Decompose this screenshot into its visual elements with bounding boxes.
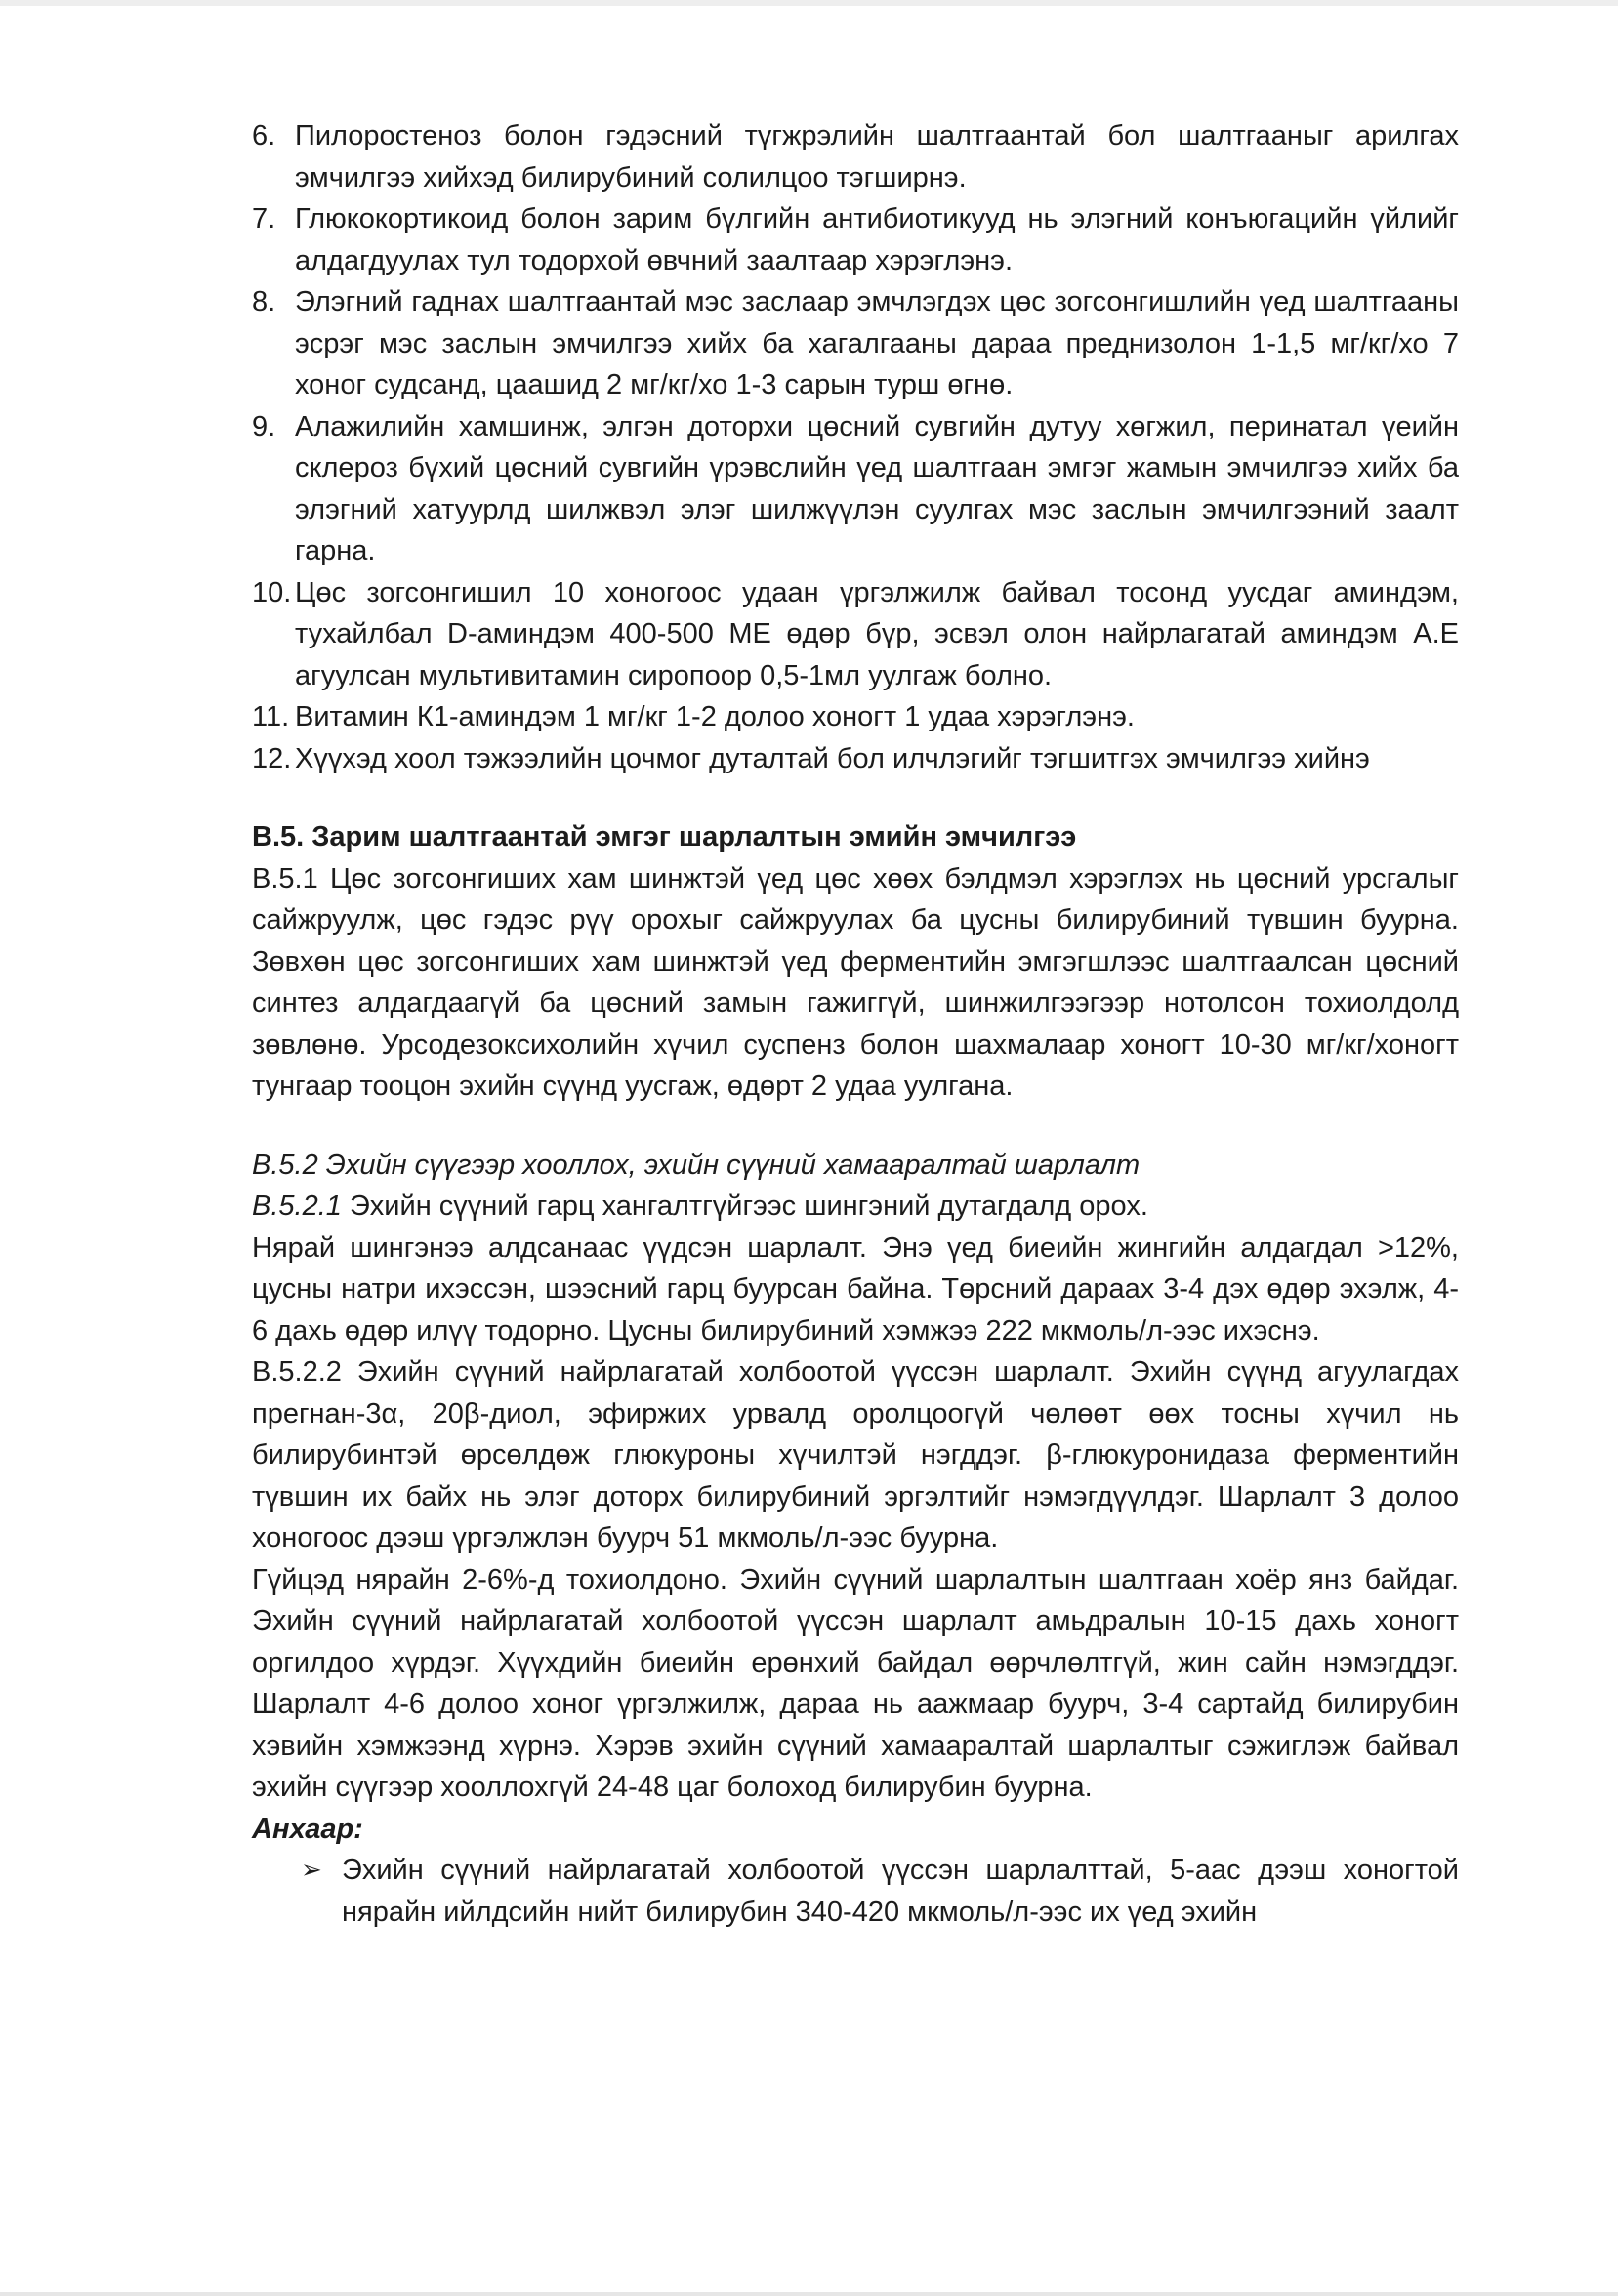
list-item (252, 115, 1459, 198)
list-item-number: 8. (252, 286, 276, 317)
list-item-text: Элэгний гаднах шалтгаантай мэс заслаар эмчлэгдэх цөс зогсонгишлийн үед шалтгааны эсрэг мэс заслын эмчилгээ хийх ба хагалгааны дараа преднизолон 1-1,5 мг/кг/хо 7 хоног судсанд, цаашид 2 мг/кг/хо 1-3 сарын турш өгнө. (295, 286, 1459, 400)
subsection-number: В.5.2.1 (252, 1190, 342, 1222)
list-item-number: 12. (252, 742, 292, 774)
notice-bullet (301, 1850, 1459, 1933)
paragraph-dehydration: Нярай шингэнээ алдсанаас үүдсэн шарлалт. Энэ үед биеийн жингийн алдагдал >12%, цусны натри ихэссэн, шээсний гарц буурсан байна. Төрсний дараах 3-4 дэх өдөр эхэлж, 4-6 дахь өдөр илүү тодорно. Цусны билирубиний хэмжээ 222 мкмоль/л-ээс ихэснэ. (252, 1231, 1459, 1347)
list-item-text: Глюкокортикоид болон зарим бүлгийн антибиотикууд нь элэгний конъюгацийн үйлийг алдагдуулах тул тодорхой өвчний заалтаар хэрэглэнэ. (295, 203, 1459, 276)
list-item-number: 10. (252, 576, 292, 608)
list-item (252, 738, 1459, 780)
list-item-number: 11. (252, 701, 290, 732)
list-item (252, 572, 1459, 697)
notice-bullet-text: Эхийн сүүний найрлагатай холбоотой үүссэн шарлалттай, 5-аас дээш хоногтой нярайн ийлдсийн нийт билирубин 340-420 мкмоль/л-ээс их үед эхийн (342, 1855, 1459, 1928)
list-item-number: 9. (252, 410, 276, 442)
list-item (252, 696, 1459, 738)
scan-edge-top (0, 0, 1618, 6)
list-item-number: 6. (252, 120, 276, 151)
notice-label: Анхаар: (252, 1813, 363, 1845)
subsection-title: Эхийн сүүний гарц хангалтгүйгээс шингэний дутагдалд орох. (341, 1190, 1148, 1222)
subsection-b5-2-1 (252, 1186, 1459, 1228)
list-item (252, 406, 1459, 572)
paragraph-b5-2-2: В.5.2.2 Эхийн сүүний найрлагатай холбоотой үүссэн шарлалт. Эхийн сүүнд агуулагдах прегнан-3α, 20β-диол, эфиржих урвалд оролцоогүй чөлөөт өөх тосны хүчил нь билирубинтэй өрсөлдөж глюкуроны хүчилтэй нэгддэг. β-глюкуронидаза ферментийн түвшин их байх нь элэг доторх билирубиний эргэлтийг нэмэгдүүлдэг. Шарлалт 3 долоо хоногоос дээш үргэлжлэн буурч 51 мкмоль/л-ээс буурна. (252, 1357, 1459, 1554)
list-item-text: Алажилийн хамшинж, элгэн доторхи цөсний сувгийн дутуу хөгжил, перинатал үеийн склероз бүхий цөсний сувгийн үрэвслийн үед шалтгаан эмгэг жамын эмчилгээ хийх ба элэгний хатуурлд шилжвэл элэг шилжүүлэн суулгах мэс заслын эмчилгээний заалт гарна. (295, 410, 1459, 566)
paragraph-incidence: Гүйцэд нярайн 2-6%-д тохиолдоно. Эхийн сүүний шарлалтын шалтгаан хоёр янз байдаг. Эхийн сүүний найрлагатай холбоотой үүссэн шарлалт амьдралын 10-15 дахь хоногт оргилдоо хүрдэг. Хүүхдийн биеийн ерөнхий байдал өөрчлөлтгүй, жин сайн нэмэгддэг. Шарлалт 4-6 долоо хоног үргэлжилж, дараа нь аажмаар буурч, 3-4 сартайд билирубин хэвийн хэмжээнд хүрнэ. Хэрэв эхийн сүүний хамааралтай шарлалтыг сэжиглэж байвал эхийн сүүгээр хооллохгүй 24-48 цаг болоход билирубин буурна. (252, 1564, 1459, 1803)
list-item (252, 198, 1459, 281)
list-item (252, 281, 1459, 406)
scan-edge-bottom (0, 2292, 1618, 2296)
list-item-text: Хүүхэд хоол тэжээлийн цочмог дуталтай бол илчлэгийг тэгшитгэх эмчилгээ хийнэ (295, 742, 1370, 774)
treatment-list (252, 115, 1459, 779)
paragraph-b5-1: В.5.1 Цөс зогсонгиших хам шинжтэй үед цөс хөөх бэлдмэл хэрэглэх нь цөсний урсгалыг сайжруулж, цөс гэдэс рүү орохыг сайжруулах ба цусны билирубиний түвшин буурна. Зөвхөн цөс зогсонгиших хам шинжтэй үед ферментийн эмгэгшлээс шалтгаалсан цөсний синтез алдагдаагүй ба цөсний замын гажиггүй, шинжилгээгээр нотолсон тохиолдолд зөвлөнө. Урсодезоксихолийн хүчил суспенз болон шахмалаар хоногт 10-30 мг/кг/хоногт тунгаар тооцон эхийн сүүнд уусгаж, өдөрт 2 удаа уулгана. (252, 862, 1459, 1102)
list-item-text: Пилоростеноз болон гэдэсний түгжрэлийн шалтгаантай бол шалтгааныг арилгах эмчилгээ хийхэд билирубиний солилцоо тэгширнэ. (295, 120, 1459, 193)
subsection-heading-b5-2: В.5.2 Эхийн сүүгээр хооллох, эхийн сүүний хамааралтай шарлалт (252, 1148, 1141, 1181)
page-content (252, 115, 1459, 1933)
list-item-text: Цөс зогсонгишил 10 хоногоос удаан үргэлжилж байвал тосонд уусдаг аминдэм, тухайлбал D-аминдэм 400-500 МЕ өдөр бүр, эсвэл олон найрлагатай аминдэм А.Е агуулсан мультивитамин сиропоор 0,5-1мл уулгаж болно. (295, 576, 1459, 691)
section-heading-b5: В.5. Зарим шалтгаантай эмгэг шарлалтын эмийн эмчилгээ (252, 821, 1077, 853)
arrow-bullet-icon: ➢ (301, 1856, 322, 1885)
list-item-number: 7. (252, 203, 276, 234)
list-item-text: Витамин К1-аминдэм 1 мг/кг 1-2 долоо хоногт 1 удаа хэрэглэнэ. (295, 701, 1135, 732)
